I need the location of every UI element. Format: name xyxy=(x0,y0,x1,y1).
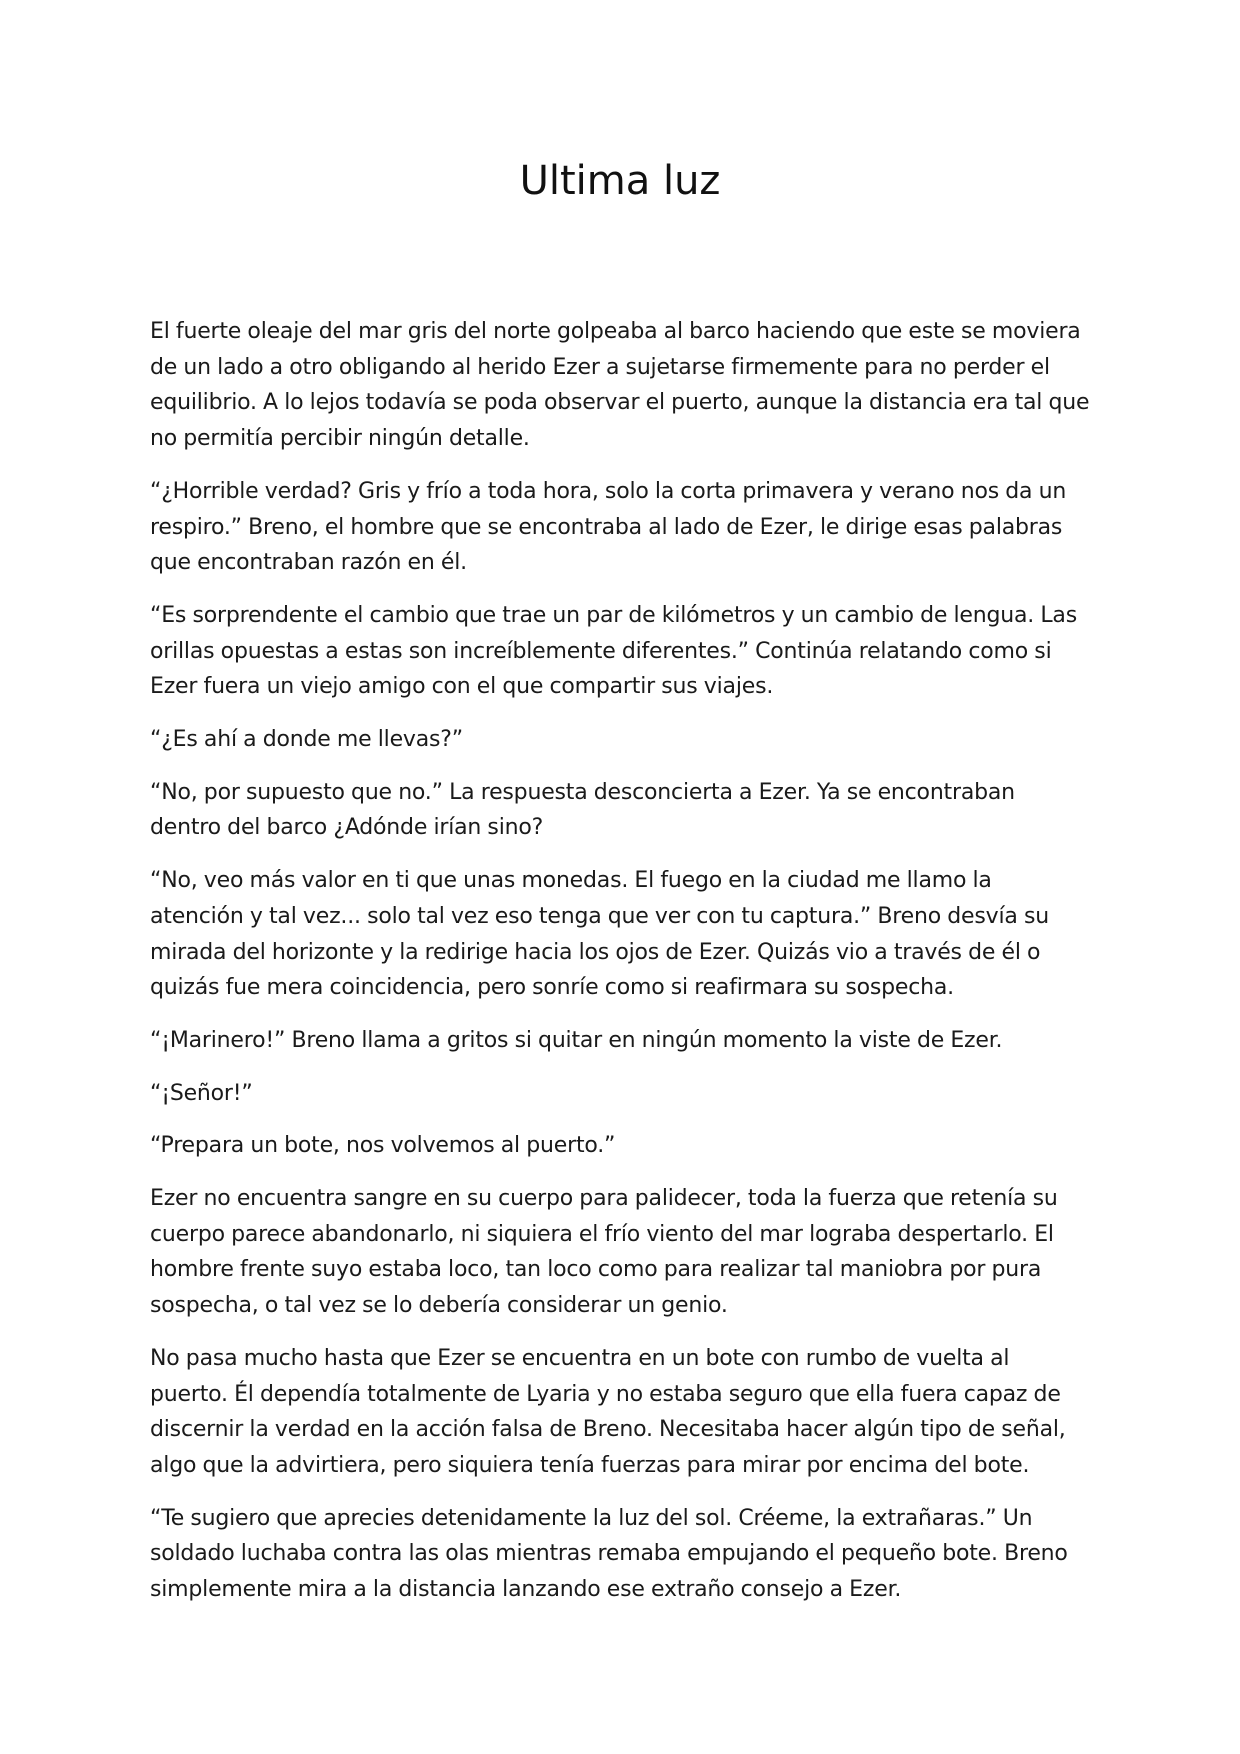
paragraph: “¡Marinero!” Breno llama a gritos si quitar en ningún momento la viste de Ezer. xyxy=(150,1027,1003,1053)
paragraph: “¿Es ahí a donde me llevas?” xyxy=(150,727,463,753)
paragraph: “Es sorprendente el cambio que trae un par de kilómetros y un cambio de lengua. Las orillas opuestas a estas son increíblemente diferentes.” Continúa relatando como si Ezer fuera un viejo amigo con el que compartir sus viajes. xyxy=(150,602,1077,700)
paragraph: “¿Horrible verdad? Gris y frío a toda hora, solo la corta primavera y verano nos da un respiro.” Breno, el hombre que se encontraba al lado de Ezer, le dirige esas palabras que encontraban razón en él. xyxy=(150,478,1067,576)
paragraph: “¡Señor!” xyxy=(150,1080,253,1106)
paragraph: Ezer no encuentra sangre en su cuerpo para palidecer, toda la fuerza que retenía su cuerpo parece abandonarlo, ni siquiera el frío viento del mar lograba despertarlo. El hombre frente suyo estaba loco, tan loco como para realizar tal maniobra por pura sospecha, o tal vez se lo debería considerar un genio. xyxy=(150,1186,1058,1319)
page-title: Ultima luz xyxy=(519,158,721,204)
paragraph: El fuerte oleaje del mar gris del norte golpeaba al barco haciendo que este se moviera de un lado a otro obligando al herido Ezer a sujetarse firmemente para no perder el equilibrio. A lo lejos todavía se poda observar el puerto, aunque la distancia era tal que no permitía percibir ningún detalle. xyxy=(150,319,1090,452)
paragraph: “No, por supuesto que no.” La respuesta desconcierta a Ezer. Ya se encontraban dentro del barco ¿Adónde irían sino? xyxy=(150,779,1015,841)
paragraph: “Prepara un bote, nos volvemos al puerto.” xyxy=(150,1133,616,1159)
paragraph: “Te sugiero que aprecies detenidamente la luz del sol. Créeme, la extrañaras.” Un soldado luchaba contra las olas mientras remaba empujando el pequeño bote. Breno simplemente mira a la distancia lanzando ese extraño consejo a Ezer. xyxy=(150,1505,1068,1603)
story-body xyxy=(150,314,1090,1625)
paragraph: No pasa mucho hasta que Ezer se encuentra en un bote con rumbo de vuelta al puerto. Él dependía totalmente de Lyaria y no estaba seguro que ella fuera capaz de discernir la verdad en la acción falsa de Breno. Necesitaba hacer algún tipo de señal, algo que la advirtiera, pero siquiera tenía fuerzas para mirar por encima del bote. xyxy=(150,1345,1066,1478)
paragraph: “No, veo más valor en ti que unas monedas. El fuego en la ciudad me llamo la atención y tal vez... solo tal vez eso tenga que ver con tu captura.” Breno desvía su mirada del horizonte y la redirige hacia los ojos de Ezer. Quizás vio a través de él o quizás fue mera coincidencia, pero sonríe como si reafirmara su sospecha. xyxy=(150,868,1049,1001)
